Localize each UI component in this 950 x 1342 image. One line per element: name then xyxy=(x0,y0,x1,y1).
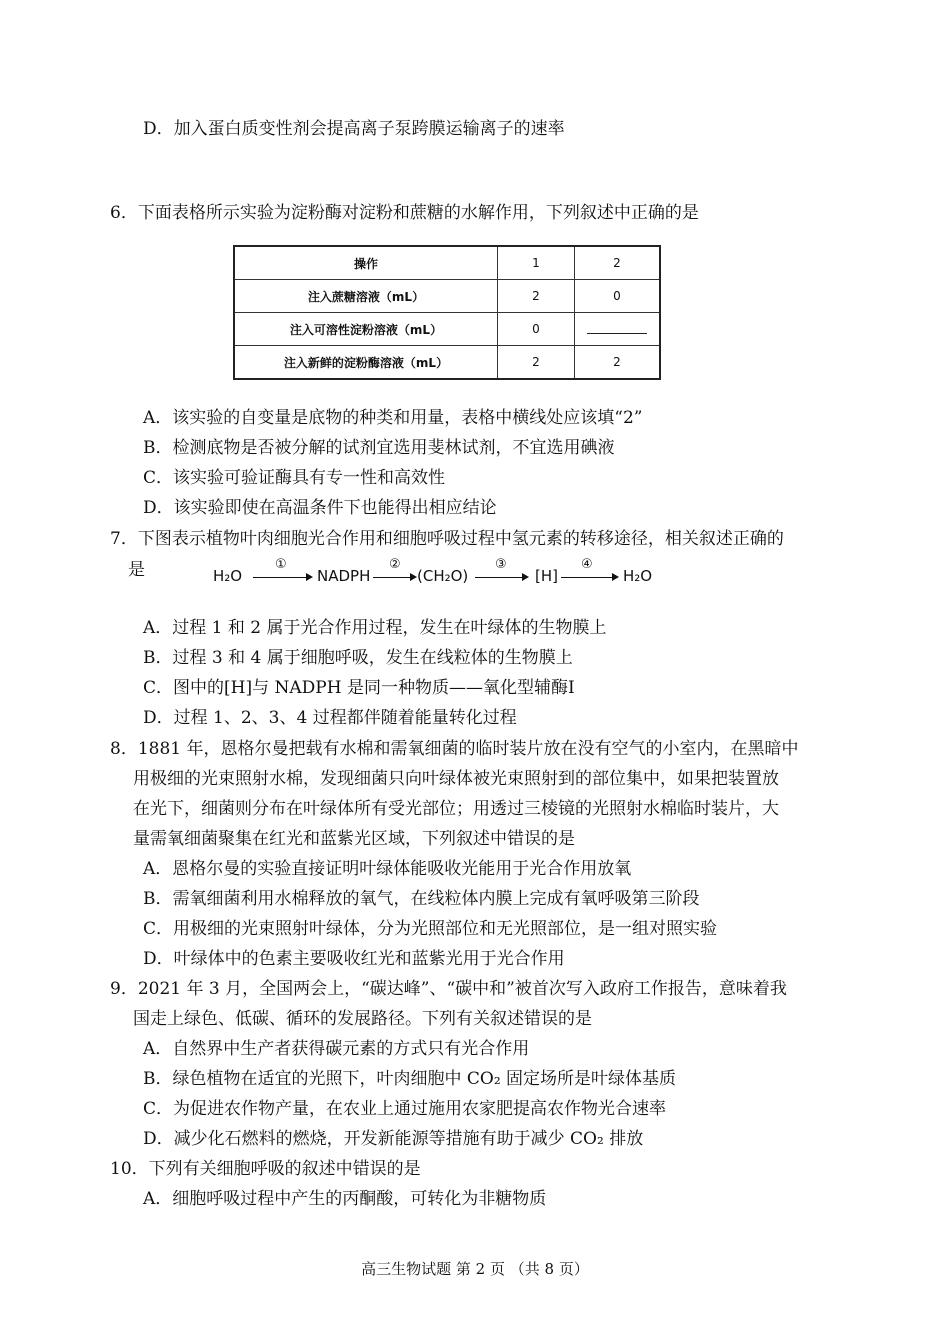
table-cell: 注入新鲜的淀粉酶溶液（mL） xyxy=(234,346,498,380)
q6-stem: 6．下面表格所示实验为淀粉酶对淀粉和蔗糖的水解作用，下列叙述中正确的是 xyxy=(110,203,699,223)
table-header-row xyxy=(234,246,660,280)
experiment-table xyxy=(233,245,661,380)
q8-stem-line1: 8．1881 年，恩格尔曼把载有水棉和需氧细菌的临时装片放在没有空气的小室内，在黑暗中 xyxy=(110,739,799,759)
table-cell: 注入可溶性淀粉溶液（mL） xyxy=(234,313,498,346)
q8-option-b: B．需氧细菌利用水棉释放的氧气，在线粒体内膜上完成有氧呼吸第三阶段 xyxy=(143,889,700,909)
q6-option-b: B．检测底物是否被分解的试剂宜选用斐林试剂，不宜选用碘液 xyxy=(143,438,615,458)
q9-stem-line1: 9．2021 年 3 月，全国两会上，“碳达峰”、“碳中和”被首次写入政府工作报告，意味着我 xyxy=(110,979,787,999)
table-header-cell: 1 xyxy=(498,246,575,280)
table-header-cell: 操作 xyxy=(234,246,498,280)
q6-option-d: D．该实验即使在高温条件下也能得出相应结论 xyxy=(143,498,497,518)
pathway-node: (CH₂O) xyxy=(417,567,469,585)
hydrogen-pathway-diagram xyxy=(213,557,663,589)
q8-stem-line2: 用极细的光束照射水棉，发现细菌只向叶绿体被光束照射到的部位集中，如果把装置放 xyxy=(133,769,779,789)
table-cell: 0 xyxy=(575,280,661,313)
q9-stem-line2: 国走上绿色、低碳、循环的发展路径。下列有关叙述错误的是 xyxy=(133,1009,592,1029)
page-footer: 高三生物试题 第 2 页 （共 8 页） xyxy=(361,1260,589,1278)
arrow-icon xyxy=(253,577,311,578)
q7-stem-cont: 是 xyxy=(128,560,145,580)
table-cell: 注入蔗糖溶液（mL） xyxy=(234,280,498,313)
table-cell: 2 xyxy=(575,346,661,380)
table-row xyxy=(234,280,660,313)
arrow-icon xyxy=(475,577,527,578)
step-number: ① xyxy=(275,557,287,572)
table-blank-cell xyxy=(575,313,661,346)
fill-in-blank xyxy=(587,321,647,334)
step-number: ③ xyxy=(495,557,507,572)
q5-option-d: D．加入蛋白质变性剂会提高离子泵跨膜运输离子的速率 xyxy=(143,119,565,139)
q7-option-d: D．过程 1、2、3、4 过程都伴随着能量转化过程 xyxy=(143,708,517,728)
arrow-icon xyxy=(561,577,617,578)
q8-stem-line3: 在光下，细菌则分布在叶绿体所有受光部位；用透过三棱镜的光照射水棉临时装片，大 xyxy=(133,799,779,819)
table-header-cell: 2 xyxy=(575,246,661,280)
q8-stem-line4: 量需氧细菌聚集在红光和蓝紫光区域，下列叙述中错误的是 xyxy=(133,829,575,849)
pathway-node: H₂O xyxy=(623,567,653,585)
q6-option-c: C．该实验可验证酶具有专一性和高效性 xyxy=(143,468,446,488)
q7-stem: 7．下图表示植物叶肉细胞光合作用和细胞呼吸过程中氢元素的转移途径，相关叙述正确的 xyxy=(110,529,784,549)
pathway-node: H₂O xyxy=(213,567,243,585)
pathway-node: NADPH xyxy=(317,567,371,585)
table-cell: 0 xyxy=(498,313,575,346)
pathway-node: [H] xyxy=(535,567,558,585)
table-row xyxy=(234,313,660,346)
table-cell: 2 xyxy=(498,346,575,380)
q10-option-a: A．细胞呼吸过程中产生的丙酮酸，可转化为非糖物质 xyxy=(143,1189,547,1209)
q7-option-a: A．过程 1 和 2 属于光合作用过程，发生在叶绿体的生物膜上 xyxy=(143,618,607,638)
q9-option-c: C．为促进农作物产量，在农业上通过施用农家肥提高农作物光合速率 xyxy=(143,1099,667,1119)
q8-option-c: C．用极细的光束照射叶绿体，分为光照部位和无光照部位，是一组对照实验 xyxy=(143,919,718,939)
q9-option-d: D．减少化石燃料的燃烧，开发新能源等措施有助于减少 CO₂ 排放 xyxy=(143,1129,644,1149)
table-row xyxy=(234,346,660,380)
q8-option-a: A．恩格尔曼的实验直接证明叶绿体能吸收光能用于光合作用放氧 xyxy=(143,859,632,879)
arrow-icon xyxy=(373,577,415,578)
q7-option-b: B．过程 3 和 4 属于细胞呼吸，发生在线粒体的生物膜上 xyxy=(143,648,573,668)
q10-stem: 10．下列有关细胞呼吸的叙述中错误的是 xyxy=(110,1159,421,1179)
q6-option-a: A．该实验的自变量是底物的种类和用量，表格中横线处应该填“2” xyxy=(143,408,643,428)
step-number: ④ xyxy=(581,557,593,572)
q9-option-a: A．自然界中生产者获得碳元素的方式只有光合作用 xyxy=(143,1039,530,1059)
table-cell: 2 xyxy=(498,280,575,313)
q9-option-b: B．绿色植物在适宜的光照下，叶肉细胞中 CO₂ 固定场所是叶绿体基质 xyxy=(143,1069,677,1089)
step-number: ② xyxy=(389,557,401,572)
q7-option-c: C．图中的[H]与 NADPH 是同一种物质——氧化型辅酶Ⅰ xyxy=(143,678,575,698)
q8-option-d: D．叶绿体中的色素主要吸收红光和蓝紫光用于光合作用 xyxy=(143,949,565,969)
